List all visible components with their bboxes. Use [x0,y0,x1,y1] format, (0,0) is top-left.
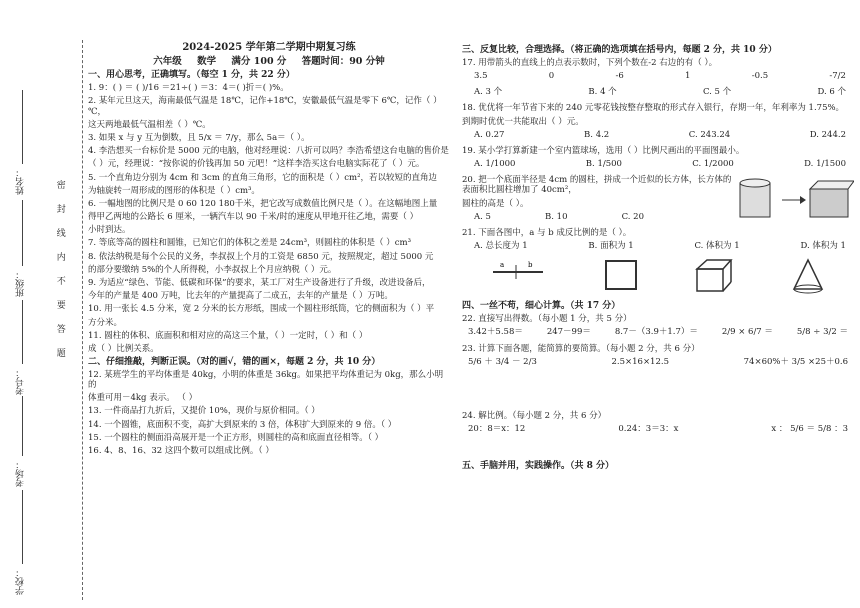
q22-items [468,327,848,337]
binding-margin [0,0,92,608]
cuboid-figure [693,257,735,293]
q20-options [474,212,644,222]
calc-item: 2.5×16×12.5 [611,356,669,367]
question-4b: （ ）元，经理说：“按你说的价钱再加 50 元吧！”这样李浩买这台电脑实际花了（ ）元。 [88,159,425,170]
q21-options [474,241,846,251]
option: C. 5 个 [702,87,732,98]
question-12b: 体重可用－4kg 表示。 （ ） [88,393,198,404]
option: D. 6 个 [817,87,846,98]
class-label: 班级： [16,270,26,297]
segment-figure [488,257,548,287]
option: D. 1/1500 [804,159,846,170]
seal-text: 密封线内不要答题 [54,180,65,372]
q17-options [474,87,846,97]
calc-item: 20：8＝x：12 [468,424,526,435]
question-17: 17. 用带箭头的直线上的点表示数时，下列个数在-2 右边的有（ ）。 [462,57,718,68]
q19-options [474,159,846,169]
option: C. 体积为 1 [694,241,740,252]
option: B. 4 个 [588,87,617,98]
exam-time: 答题时间：90 分钟 [301,56,385,67]
subject: 数学 [197,56,217,67]
q21-figures [462,257,854,297]
left-column [88,42,450,459]
question-12a: 12. 某班学生的平均体重是 40kg，小明的体重是 36kg。如果把平均体重记为 0kg，那么小明的 [88,369,444,391]
calc-item: 2/9 × 6/7 ＝ [721,327,773,338]
question-9a: 9. 为适应“绿色、节能、低碳和环保”的要求，某工厂对生产设备进行了升级，改进设备后， [88,278,431,288]
option: B. 1/500 [585,159,622,170]
question-19: 19. 某小学打算新建一个室内篮球场，选用（ ）比例尺画出的平面图最小。 [462,145,745,156]
question-24: 24. 解比例。（每小题 2 分，共 6 分） [462,410,607,421]
question-14: 14. 一个圆锥，底面积不变，高扩大到原来的 3 倍，体积扩大到原来的 9 倍。（ ） [88,419,397,430]
option: D. 244.2 [809,129,846,140]
option: A. 3 个 [474,87,503,98]
calc-item: 5/8 ÷ 3/2 ＝ [796,327,848,338]
option: B. 10 [545,211,568,222]
exam-no-label: 考号： [16,368,26,395]
question-11a: 11. 圆柱的体积、底面积和相对应的高这三个量，（ ）一定时，（ ）和（ ） [88,330,368,341]
q24-items [468,424,848,434]
question-7: 7. 等底等高的圆柱和圆锥，已知它们的体积之差是 24cm³，则圆柱的体积是（ ）cm³ [88,238,411,249]
option: C. 1/2000 [692,159,734,170]
q17-num: -6 [615,70,624,81]
q17-num: -7/2 [829,70,846,81]
q17-num: -0.5 [751,70,769,81]
calc-item: 247－99＝ [546,327,591,338]
question-1: 1. 9：( ) ＝ ( )/16 ＝21÷( ) ＝3：4＝( )折＝( )%。 [88,83,289,94]
right-column [462,42,854,474]
q23-items [468,357,848,367]
option: A. 5 [474,211,491,222]
calc-item: 74×60%＋ 3/5 ×25＋0.6 [743,356,848,367]
question-11b: 成（ ）比例关系。 [88,343,159,354]
exam-no-line [22,300,23,364]
section5-title: 五、手脑并用，实践操作。（共 8 分） [462,461,615,472]
cone-figure [788,257,828,297]
svg-text:b: b [528,261,533,270]
section3-title: 三、反复比较，合理选择。（将正确的选项填在括号内，每题 2 分，共 10 分） [462,45,777,55]
question-8b: 的部分要缴纳 5%的个人所得税，小李叔叔上个月应纳税（ ）元。 [88,264,337,275]
question-10b: 方分米。 [88,317,123,328]
question-23: 23. 计算下面各题，能简算的要简算。（每小题 2 分，共 6 分） [462,343,700,354]
question-9b: 今年的产量是 400 万吨，比去年的产量提高了二成五，去年的产量是（ ）万吨。 [88,291,393,302]
option: C. 243.24 [688,129,731,140]
q17-num: 3.5 [474,70,488,81]
question-2a: 2. 某年元旦这天，海南最低气温是 18℃，记作+18℃，安徽最低气温是零下 6℃，记作（ ）℃， [88,96,442,117]
class-line [22,200,23,266]
grade: 六年级 [153,56,182,67]
room-line [22,396,23,456]
svg-text:a: a [500,261,505,270]
question-5a: 5. 一个直角边分别为 4cm 和 3cm 的直角三角形，它的面积是（ ）cm²，若以较短的直角边 [88,172,438,183]
q17-numbers [474,71,846,81]
seal-dashed-line [82,40,83,600]
name-label: 姓名： [16,168,26,195]
question-20a: 20. 把一个底面半径是 4cm 的圆柱，拼成一个近似的长方体，长方体的表面积比圆柱增加了 40cm²， [462,175,732,196]
question-18a: 18. 优优将一年节省下来的 240 元零花钱按整存整取的形式存入银行，存期一年，年利率为 1.75%。 [462,103,845,114]
q17-num: 1 [685,70,691,81]
school-label: 学校： [16,568,26,595]
option: A. 总长度为 1 [474,241,528,252]
rectangle-figure [601,257,641,293]
answer-space [462,440,854,458]
question-6c: 小时到达。 [88,225,131,236]
question-10a: 10. 用一张长 4.5 分米，宽 2 分米的长方形纸，围成一个圆柱形纸筒，它的侧面积为（ ）平 [88,304,435,315]
exam-title: 2024-2025 学年第二学期中期复习练 [182,42,356,53]
q20-text [462,175,734,228]
calc-item: 8.7－（3.9＋1.7）＝ [614,327,698,338]
question-5b: 为轴旋转一周形成的图形的体积是（ ）cm³。 [88,185,260,196]
calc-item: 0.24：3＝3：x [618,424,679,435]
question-2b: 这天两地最低气温相差（ ）℃。 [88,119,211,130]
section1-title: 一、用心思考，正确填写。（每空 1 分，共 22 分） [88,70,295,81]
room-label: 考场： [16,460,26,487]
question-8a: 8. 依法纳税是每个公民的义务，李叔叔上个月的工资是 6850 元，按照规定，超过 5000 元 [88,251,434,262]
q20-block [462,175,854,228]
q18-options [474,130,846,140]
section4-title: 四、一丝不苟，细心计算。（共 17 分） [462,301,621,312]
q17-num: 0 [548,70,555,81]
full-score: 满分 100 分 [231,56,287,67]
question-16: 16. 4、8、16、32 这四个数可以组成比例。（ ） [88,446,274,457]
name-line [22,90,23,164]
question-18b: 到期时优优一共能取出（ ）元。 [462,116,584,127]
option: D. 体积为 1 [800,241,846,252]
option: A. 1/1000 [474,159,516,170]
option: A. 0.27 [474,129,505,140]
question-13: 13. 一件商品打九折后，又提价 10%，现价与原价相同。（ ） [88,406,320,417]
answer-space [462,373,854,411]
section2-title: 二、仔细推敲，判断正误。（对的画√，错的画×，每题 2 分，共 10 分） [88,357,381,368]
cylinder-to-cuboid-figure [734,175,854,223]
calc-item: x ： 5/6 ＝ 5/8 ：3 [771,424,848,435]
option: C. 20 [621,211,644,222]
question-3: 3. 如果 x 与 y 互为倒数，且 5/x ＝ 7/y，那么 5a＝（ ）。 [88,132,310,143]
calc-item: 5/6 ＋ 3/4 － 2/3 [468,356,537,367]
question-22: 22. 直接写出得数。（每小题 1 分，共 5 分） [462,314,632,325]
option: B. 4.2 [584,129,610,140]
calc-item: 3.42＋5.58＝ [468,327,523,338]
exam-subtitle [88,56,450,67]
option: B. 面积为 1 [588,241,634,252]
school-line [22,490,23,564]
question-21: 21. 下面各图中，a 与 b 成反比例的是（ ）。 [462,228,632,239]
question-6b: 得甲乙两地的公路长 6 厘米，一辆汽车以 90 千米/时的速度从甲地开往乙地，需要（ ） [88,212,419,223]
question-6a: 6. 一幅地图的比例尺是 0 60 120 180千米，把它改写成数值比例尺是（ ）。在这幅地图上量 [88,198,438,209]
question-20b: 圆柱的高是（ ）。 [462,198,529,209]
question-15: 15. 一个圆柱的侧面沿高展开是一个正方形，则圆柱的高和底面直径相等。（ ） [88,432,384,443]
question-4a: 4. 李浩想买一台标价是 5000 元的电脑，他对经理说：八折可以吗？李浩希望这台电脑的售价是 [88,146,449,157]
